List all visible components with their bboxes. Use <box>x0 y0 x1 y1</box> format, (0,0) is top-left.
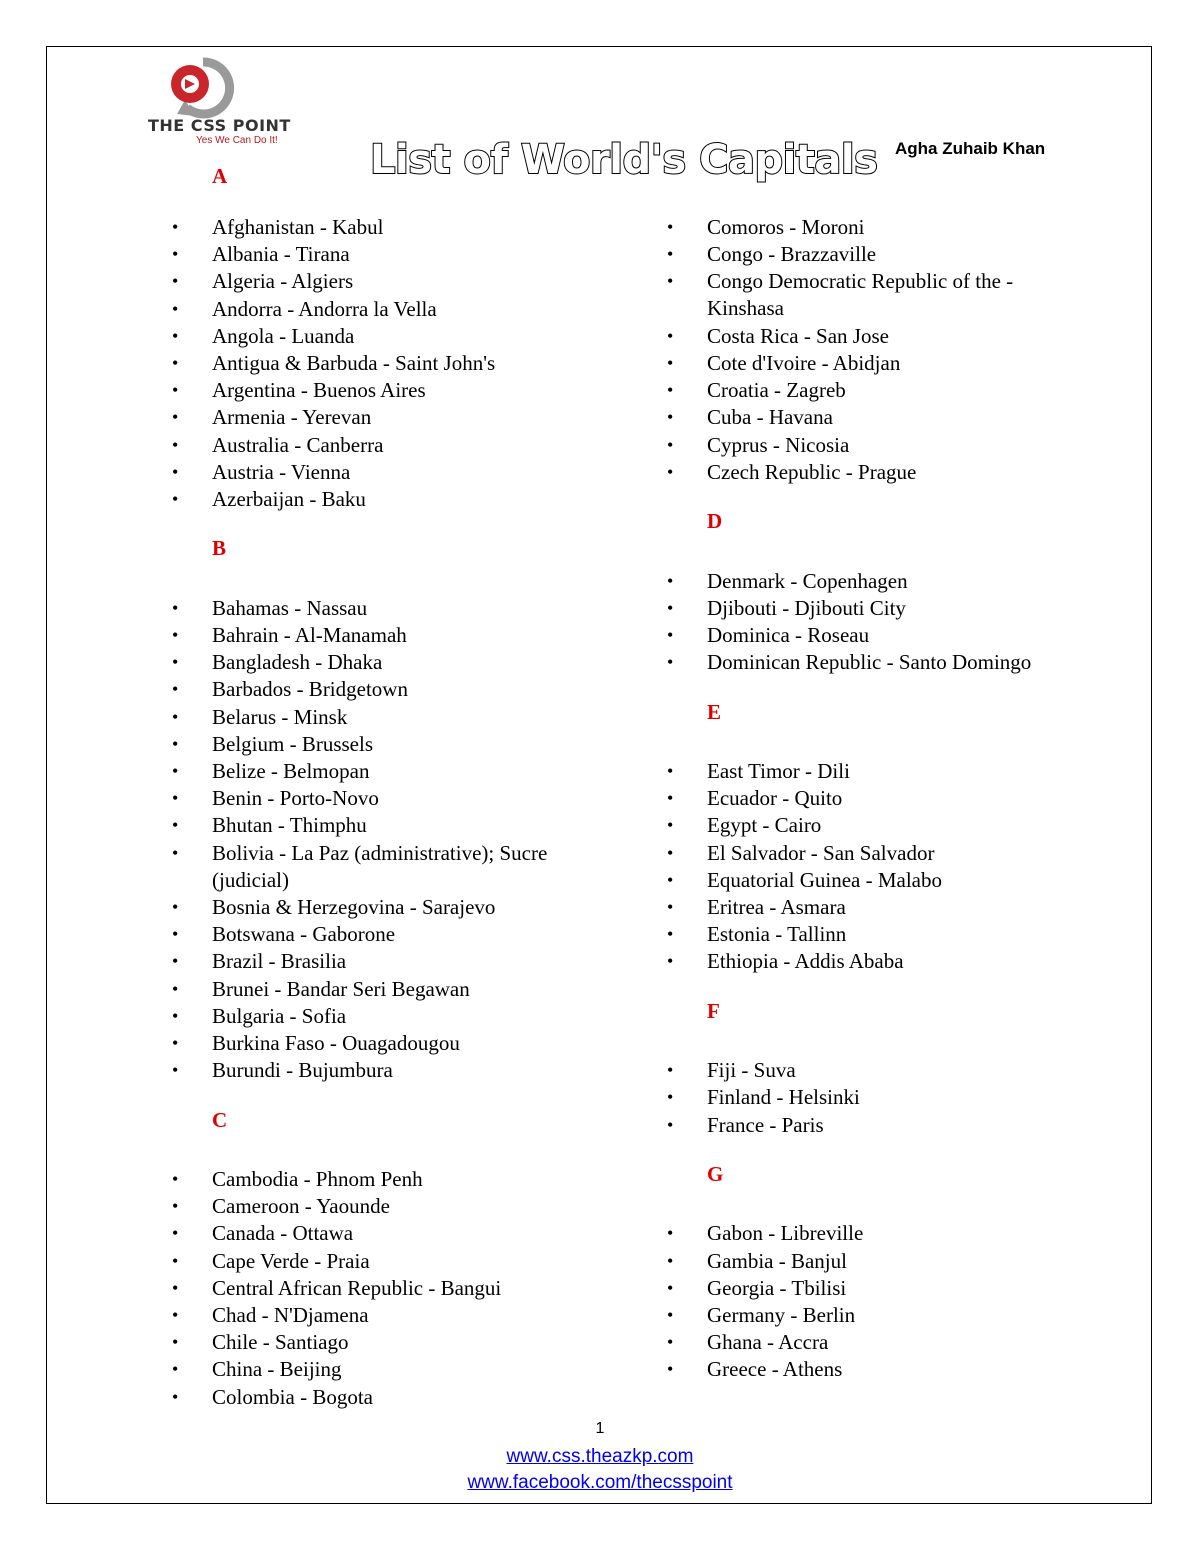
bullet-icon: • <box>172 1332 179 1353</box>
list-item <box>172 241 612 268</box>
country-capital-text: Belgium - Brussels <box>212 731 373 756</box>
country-capital-text: Cameroon - Yaounde <box>212 1194 390 1219</box>
list-item <box>667 894 1067 921</box>
country-capital-text: Brazil - Brasilia <box>212 949 347 974</box>
letter-heading-e: E <box>707 699 722 724</box>
list-item <box>667 867 1067 894</box>
list-item <box>172 404 612 431</box>
country-capital-text: Dominican Republic - Santo Domingo <box>707 650 1032 675</box>
bullet-icon: • <box>172 597 179 618</box>
logo-tagline: Yes We Can Do It! <box>196 135 278 146</box>
country-capital-text: Antigua & Barbuda - Saint John's <box>212 351 496 375</box>
bullet-icon: • <box>667 761 674 781</box>
bullet-icon: • <box>667 1250 674 1271</box>
list-item <box>172 1329 612 1356</box>
list-item <box>667 1084 1067 1111</box>
list-item <box>667 1057 1067 1084</box>
list-item <box>172 1193 612 1220</box>
list-item <box>667 404 1067 431</box>
list-item <box>172 595 612 622</box>
country-capital-text: Angola - Luanda <box>212 323 355 348</box>
bullet-icon: • <box>667 1277 674 1298</box>
bullet-icon: • <box>172 924 179 945</box>
country-capital-text: Benin - Porto-Novo <box>212 786 379 811</box>
list-item <box>667 1275 1067 1302</box>
country-capital-text: Dominica - Roseau <box>707 623 870 647</box>
list-item <box>172 1356 612 1383</box>
list-item <box>172 976 612 1003</box>
list-item <box>172 812 612 839</box>
list-item <box>172 921 612 948</box>
letter-heading-a: A <box>212 164 228 188</box>
country-capital-text: Georgia - Tbilisi <box>707 1275 847 1300</box>
country-capital-text: East Timor - Dili <box>707 759 850 783</box>
list-item <box>172 377 612 404</box>
country-capital-text: Congo Democratic Republic of the - Kinshasa <box>707 269 1014 321</box>
country-capital-text: Germany - Berlin <box>707 1303 856 1327</box>
country-capital-text: Fiji - Suva <box>707 1058 796 1083</box>
bullet-icon: • <box>172 1305 179 1325</box>
bullet-icon: • <box>172 652 179 673</box>
bullet-icon: • <box>172 842 179 863</box>
bullet-icon: • <box>667 271 674 292</box>
country-capital-text: Gambia - Banjul <box>707 1248 847 1273</box>
country-capital-text: Finland - Helsinki <box>707 1085 860 1110</box>
list-item <box>667 241 1067 268</box>
list-item <box>172 758 612 785</box>
bullet-icon: • <box>667 1332 674 1353</box>
list-item <box>172 1220 612 1247</box>
list-item <box>667 459 1067 486</box>
country-capital-text: Ethiopia - Addis Ababa <box>707 949 904 974</box>
bullet-icon: • <box>172 679 179 700</box>
list-item <box>667 785 1067 812</box>
list-item <box>667 1329 1067 1356</box>
list-item <box>172 214 612 241</box>
country-capital-text: Algeria - Algiers <box>212 269 354 294</box>
list-item <box>172 1302 612 1329</box>
country-capital-text: Bosnia & Herzegovina - Sarajevo <box>212 895 496 919</box>
country-capital-text: Armenia - Yerevan <box>212 405 372 430</box>
country-capital-text: Bangladesh - Dhaka <box>212 650 383 675</box>
bullet-icon: • <box>172 897 179 917</box>
country-capital-text: Central African Republic - Bangui <box>212 1275 502 1300</box>
bullet-icon: • <box>172 1359 179 1380</box>
list-item <box>667 214 1067 241</box>
country-capital-text: Colombia - Bogota <box>212 1384 373 1409</box>
country-capital-text: Belize - Belmopan <box>212 759 370 783</box>
bullet-icon: • <box>172 1223 179 1244</box>
country-capital-text: China - Beijing <box>212 1357 342 1382</box>
bullet-icon: • <box>172 788 179 809</box>
bullet-icon: • <box>667 244 674 265</box>
bullet-icon: • <box>172 461 179 482</box>
bullet-icon: • <box>172 625 179 645</box>
country-capital-text: Austria - Vienna <box>212 459 351 484</box>
bullet-icon: • <box>172 978 179 999</box>
country-capital-text: Barbados - Bridgetown <box>212 677 408 702</box>
country-capital-text: Burundi - Bujumbura <box>212 1058 393 1083</box>
list-item <box>667 595 1067 622</box>
list-item <box>667 622 1067 649</box>
bullet-icon: • <box>667 1223 674 1244</box>
bullet-icon: • <box>667 1087 674 1108</box>
bullet-icon: • <box>667 217 674 237</box>
bullet-icon: • <box>667 353 674 373</box>
bullet-icon: • <box>172 706 179 727</box>
page-title: List of World's Capitals <box>370 137 878 183</box>
country-capital-text: Djibouti - Djibouti City <box>707 595 906 620</box>
list-item <box>667 1220 1067 1247</box>
country-capital-text: Cambodia - Phnom Penh <box>212 1167 423 1191</box>
list-item <box>172 296 612 323</box>
letter-heading-c: C <box>212 1107 228 1132</box>
bullet-icon: • <box>667 625 674 645</box>
list-item <box>667 350 1067 377</box>
list-item <box>172 731 612 758</box>
author-name: Agha Zuhaib Khan <box>895 139 1046 158</box>
country-capital-text: Cuba - Havana <box>707 405 833 430</box>
list-item <box>172 1248 612 1275</box>
bullet-icon: • <box>667 380 674 401</box>
bullet-icon: • <box>172 951 179 972</box>
bullet-icon: • <box>667 842 674 863</box>
list-item <box>667 1356 1067 1383</box>
list-item <box>172 268 612 295</box>
bullet-icon: • <box>172 733 179 754</box>
country-capital-text: Ghana - Accra <box>707 1330 829 1355</box>
bullet-icon: • <box>172 407 179 428</box>
bullet-icon: • <box>667 597 674 618</box>
bullet-icon: • <box>172 1005 179 1026</box>
country-capital-text: Botswana - Gaborone <box>212 922 396 947</box>
bullet-icon: • <box>172 815 179 836</box>
list-item <box>172 622 612 649</box>
country-capital-text: Brunei - Bandar Seri Begawan <box>212 976 470 1001</box>
list-item <box>667 1302 1067 1329</box>
country-capital-text: France - Paris <box>707 1112 824 1137</box>
country-capital-text: Bhutan - Thimphu <box>212 813 367 838</box>
letter-heading-b: B <box>212 536 227 561</box>
bullet-icon: • <box>172 1169 179 1189</box>
list-item <box>172 704 612 731</box>
country-capital-text: Argentina - Buenos Aires <box>212 378 426 403</box>
country-capital-text: Ecuador - Quito <box>707 786 843 811</box>
list-item <box>667 568 1067 595</box>
list-item <box>667 649 1067 676</box>
list-item <box>667 1248 1067 1275</box>
list-item <box>172 894 612 921</box>
list-item <box>172 486 612 513</box>
list-item <box>172 432 612 459</box>
country-capital-text: Comoros - Moroni <box>707 215 865 239</box>
bullet-icon: • <box>667 1114 674 1135</box>
country-capital-text: Bulgaria - Sofia <box>212 1003 347 1028</box>
bullet-icon: • <box>172 1033 179 1053</box>
country-capital-text: Chad - N'Djamena <box>212 1303 369 1327</box>
list-item <box>667 377 1067 404</box>
bullet-icon: • <box>172 380 179 401</box>
letter-heading-f: F <box>707 998 720 1023</box>
list-item <box>172 1003 612 1030</box>
bullet-icon: • <box>172 298 179 319</box>
website-link[interactable]: www.css.theazkp.com <box>506 1446 694 1467</box>
list-item <box>667 948 1067 975</box>
list-item <box>172 1384 612 1411</box>
country-capital-text: Australia - Canberra <box>212 432 384 457</box>
country-capital-text: Belarus - Minsk <box>212 704 348 729</box>
bullet-icon: • <box>172 217 179 237</box>
list-item <box>172 676 612 703</box>
country-capital-text: El Salvador - San Salvador <box>707 840 935 865</box>
bullet-icon: • <box>667 924 674 945</box>
list-item <box>172 649 612 676</box>
list-item <box>172 350 612 377</box>
country-capital-text: Cote d'Ivoire - Abidjan <box>707 351 901 375</box>
bullet-icon: • <box>667 461 674 482</box>
list-item <box>172 840 612 894</box>
country-capital-text: Chile - Santiago <box>212 1330 349 1355</box>
bullet-icon: • <box>172 1386 179 1407</box>
list-item <box>667 268 1067 322</box>
list-item <box>667 323 1067 350</box>
country-capital-text: Egypt - Cairo <box>707 813 822 838</box>
country-capital-text: Cape Verde - Praia <box>212 1248 370 1273</box>
bullet-icon: • <box>172 1277 179 1298</box>
country-capital-text: Cyprus - Nicosia <box>707 432 850 457</box>
list-item <box>172 323 612 350</box>
country-capital-text: Equatorial Guinea - Malabo <box>707 867 942 892</box>
country-capital-text: Burkina Faso - Ouagadougou <box>212 1031 460 1055</box>
letter-heading-g: G <box>707 1162 724 1186</box>
country-capital-text: Gabon - Libreville <box>707 1221 864 1246</box>
bullet-icon: • <box>172 325 179 346</box>
list-item <box>172 1275 612 1302</box>
country-capital-text: Greece - Athens <box>707 1357 843 1382</box>
country-capital-text: Costa Rica - San Jose <box>707 323 889 348</box>
country-capital-text: Denmark - Copenhagen <box>707 568 908 593</box>
bullet-icon: • <box>667 951 674 972</box>
facebook-link[interactable]: www.facebook.com/thecsspoint <box>467 1472 733 1493</box>
bullet-icon: • <box>172 1196 179 1217</box>
bullet-icon: • <box>667 869 674 890</box>
list-item <box>172 948 612 975</box>
bullet-icon: • <box>667 407 674 428</box>
bullet-icon: • <box>172 353 179 373</box>
page-number: 1 <box>595 1420 605 1437</box>
list-item <box>172 785 612 812</box>
country-capital-text: Czech Republic - Prague <box>707 459 917 484</box>
list-item <box>667 921 1067 948</box>
bullet-icon: • <box>667 1359 674 1380</box>
bullet-icon: • <box>667 570 674 591</box>
bullet-icon: • <box>172 1250 179 1271</box>
bullet-icon: • <box>667 325 674 346</box>
list-item <box>667 432 1067 459</box>
country-capital-text: Afghanistan - Kabul <box>212 215 384 239</box>
list-item <box>172 1030 612 1057</box>
bullet-icon: • <box>667 1305 674 1325</box>
letter-heading-d: D <box>707 509 723 534</box>
country-capital-text: Bahrain - Al-Manamah <box>212 623 407 647</box>
country-capital-text: Congo - Brazzaville <box>707 242 877 267</box>
bullet-icon: • <box>172 489 179 509</box>
country-capital-text: Bahamas - Nassau <box>212 595 368 620</box>
list-item <box>667 840 1067 867</box>
bullet-icon: • <box>667 652 674 673</box>
list-item <box>667 758 1067 785</box>
bullet-icon: • <box>667 434 674 455</box>
logo-text: THE CSS POINT <box>148 116 291 135</box>
list-item <box>172 1166 612 1193</box>
country-capital-text: Croatia - Zagreb <box>707 378 846 403</box>
list-item <box>667 1112 1067 1139</box>
bullet-icon: • <box>172 434 179 455</box>
bullet-icon: • <box>172 271 179 292</box>
country-capital-text: Estonia - Tallinn <box>707 922 847 947</box>
country-capital-text: Canada - Ottawa <box>212 1221 354 1246</box>
list-item <box>667 812 1067 839</box>
country-capital-text: Bolivia - La Paz (administrative); Sucre (judicial) <box>212 840 548 892</box>
country-capital-text: Azerbaijan - Baku <box>212 487 366 511</box>
bullet-icon: • <box>667 897 674 917</box>
bullet-icon: • <box>667 788 674 809</box>
list-item <box>172 459 612 486</box>
bullet-icon: • <box>667 1060 674 1081</box>
bullet-icon: • <box>172 1060 179 1081</box>
bullet-icon: • <box>667 815 674 836</box>
list-item <box>172 1057 612 1084</box>
country-capital-text: Andorra - Andorra la Vella <box>212 296 437 321</box>
country-capital-text: Eritrea - Asmara <box>707 895 846 919</box>
country-capital-text: Albania - Tirana <box>212 242 350 267</box>
bullet-icon: • <box>172 761 179 781</box>
bullet-icon: • <box>172 244 179 265</box>
